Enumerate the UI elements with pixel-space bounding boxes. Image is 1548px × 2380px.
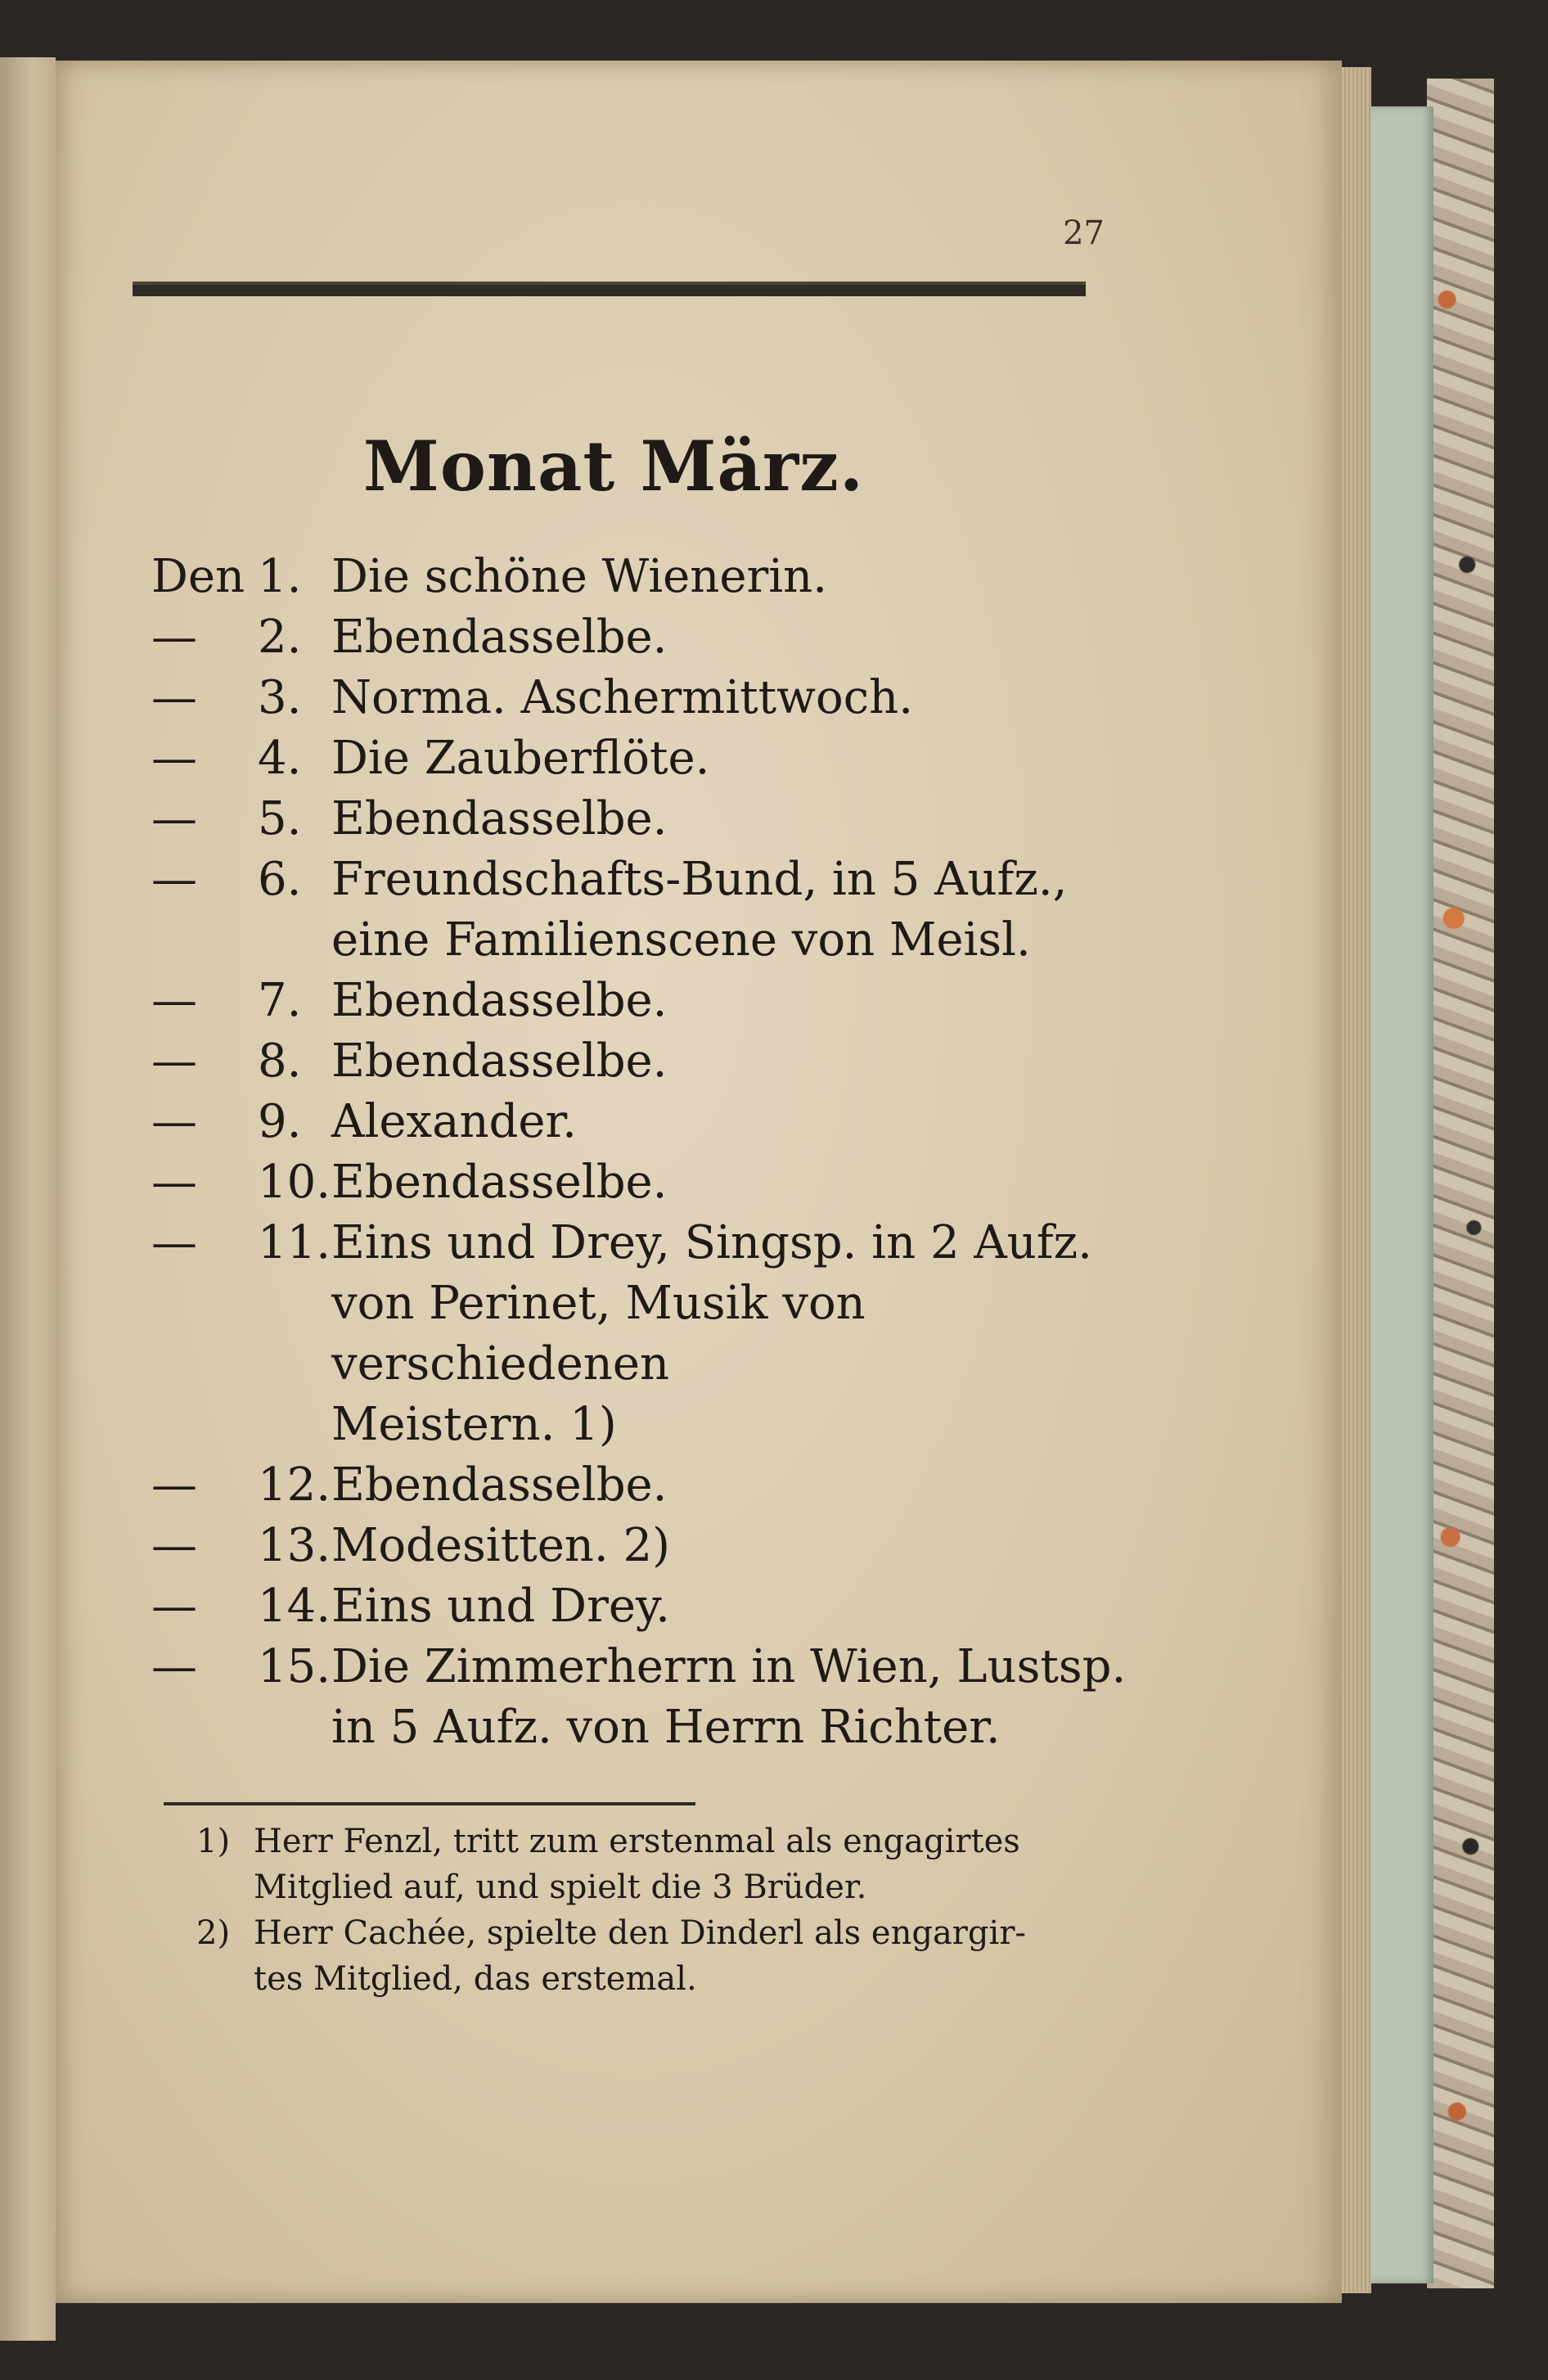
entry-list — [151, 547, 1182, 1758]
list-item — [151, 1152, 1182, 1213]
entry-text: Norma. Aschermittwoch. — [331, 671, 913, 724]
entry-prefix: — — [151, 671, 197, 724]
entry-text: Ebendasselbe. — [331, 974, 668, 1027]
entry-continuation: eine Familienscene von Meisl. — [331, 913, 1031, 967]
list-item — [151, 668, 1182, 728]
entry-number: 6. — [258, 853, 302, 906]
entry-text: Die schöne Wienerin. — [331, 550, 828, 603]
footnote-rule — [164, 1802, 695, 1805]
list-item — [151, 1213, 1182, 1273]
footnote-mark: 2) — [196, 1914, 231, 1952]
entry-number: 3. — [258, 671, 302, 724]
previous-page-edge — [0, 57, 56, 2341]
entry-prefix: — — [151, 1580, 197, 1633]
entry-number: 5. — [258, 792, 302, 845]
entry-number: 9. — [258, 1095, 302, 1148]
page-title: Monat März. — [362, 426, 865, 507]
entry-prefix: — — [151, 1034, 197, 1088]
footnote — [196, 1819, 1145, 1864]
footnote-mark: 1) — [196, 1823, 231, 1860]
list-item — [151, 971, 1182, 1031]
header-rule — [133, 282, 1086, 296]
entry-number: 15. — [258, 1640, 331, 1693]
entry-number: 7. — [258, 974, 302, 1027]
entry-text: Eins und Drey. — [331, 1580, 670, 1633]
entry-prefix: — — [151, 1519, 197, 1572]
entry-prefix: — — [151, 1640, 197, 1693]
entry-prefix: — — [151, 1095, 197, 1148]
entry-prefix: — — [151, 732, 197, 785]
entry-number: 8. — [258, 1034, 302, 1088]
list-item — [151, 1031, 1182, 1092]
entry-text: Ebendasselbe. — [331, 1458, 668, 1512]
entry-text: Die Zauberflöte. — [331, 732, 710, 785]
footnote-continuation: Mitglied auf, und spielt die 3 Brüder. — [254, 1868, 867, 1906]
entry-continuation: Meistern. 1) — [331, 1398, 617, 1451]
entry-prefix: — — [151, 1156, 197, 1209]
entry-prefix: — — [151, 853, 197, 906]
list-item — [151, 1455, 1182, 1516]
entry-prefix: — — [151, 974, 197, 1027]
list-item — [151, 607, 1182, 668]
list-item — [151, 1092, 1182, 1152]
entry-text: Ebendasselbe. — [331, 1156, 668, 1209]
list-item — [151, 789, 1182, 850]
entry-number: 13. — [258, 1519, 331, 1572]
entry-text: Modesitten. 2) — [331, 1519, 670, 1572]
entry-number: 1. — [258, 550, 302, 603]
page-number: 27 — [1063, 214, 1105, 252]
entry-text: Ebendasselbe. — [331, 792, 668, 845]
list-item — [151, 728, 1182, 789]
entry-number: 12. — [258, 1458, 331, 1512]
list-item — [151, 850, 1182, 910]
entry-continuation: in 5 Aufz. von Herrn Richter. — [331, 1701, 1001, 1754]
entry-prefix: — — [151, 611, 197, 664]
footnote-continuation: tes Mitglied, das erstemal. — [254, 1960, 697, 1998]
footnote-text: Herr Cachée, spielte den Dinderl als engargir- — [254, 1914, 1026, 1952]
footnote — [196, 1910, 1145, 1956]
marbled-cover-edge — [1427, 79, 1494, 2288]
entry-text: Die Zimmerherrn in Wien, Lustsp. — [331, 1640, 1127, 1693]
list-item — [151, 547, 1182, 607]
entry-prefix: — — [151, 1216, 197, 1269]
entry-number: 14. — [258, 1580, 331, 1633]
entry-text: Alexander. — [331, 1095, 577, 1148]
entry-number: 2. — [258, 611, 302, 664]
list-item — [151, 1637, 1182, 1697]
entry-prefix: — — [151, 792, 197, 845]
entry-number: 11. — [258, 1216, 331, 1269]
entry-number: 10. — [258, 1156, 331, 1209]
footnote-text: Herr Fenzl, tritt zum erstenmal als engagirtes — [254, 1823, 1020, 1860]
entry-text: Eins und Drey, Singsp. in 2 Aufz. — [331, 1216, 1092, 1269]
entry-text: Ebendasselbe. — [331, 611, 668, 664]
entry-text: Freundschafts-Bund, in 5 Aufz., — [331, 853, 1068, 906]
entry-number: 4. — [258, 732, 302, 785]
entry-prefix: — — [151, 1458, 197, 1512]
entry-continuation: von Perinet, Musik von verschiedenen — [331, 1277, 866, 1391]
list-item — [151, 1576, 1182, 1637]
entry-text: Ebendasselbe. — [331, 1034, 668, 1088]
list-item — [151, 1516, 1182, 1576]
footnotes — [196, 1819, 1145, 2002]
entry-prefix: Den — [151, 550, 245, 603]
page-block-edges — [1342, 67, 1371, 2293]
